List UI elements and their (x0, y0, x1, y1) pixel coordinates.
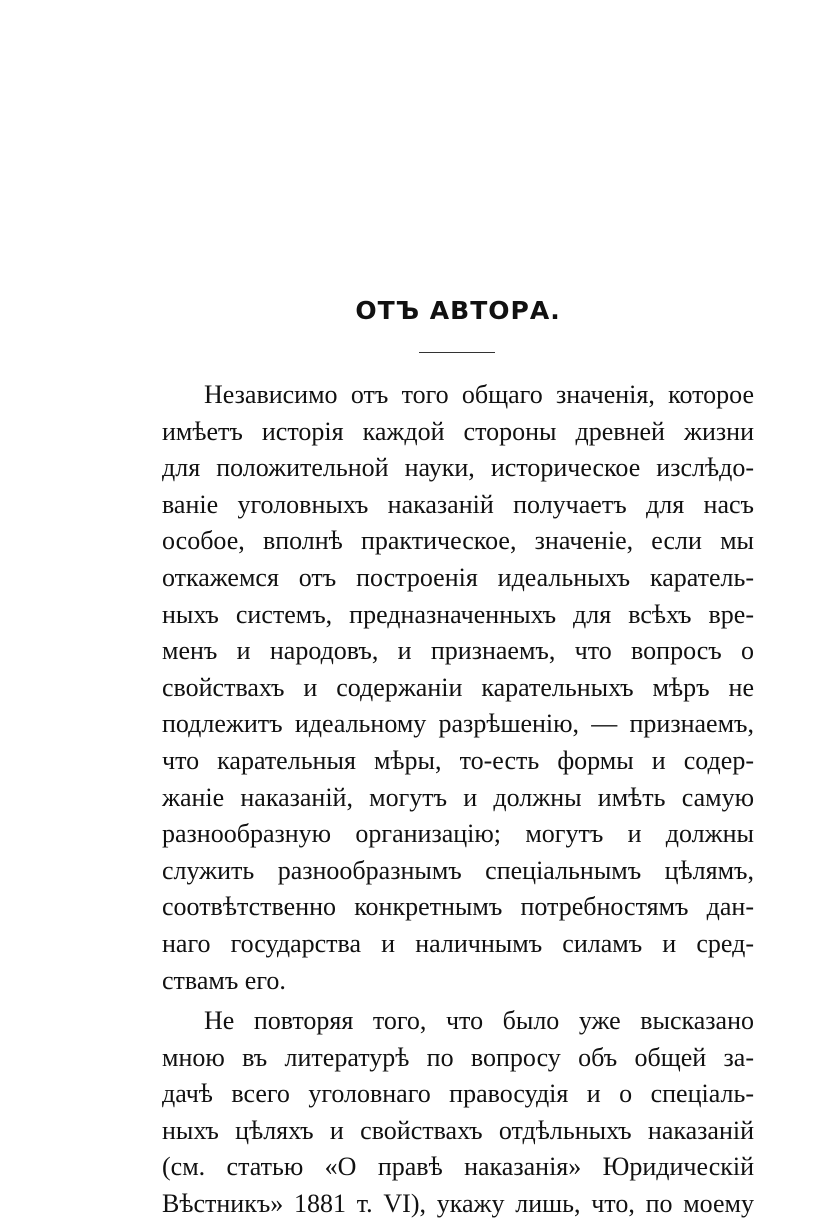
text-line: Независимо отъ того общаго значенія, которое (204, 380, 754, 409)
text-line: Вѣстникъ» 1881 т. VI), укажу лишь, что, по моему (162, 1189, 754, 1219)
text-line: (см. статью «О правѣ наказанія» Юридическій (162, 1152, 754, 1182)
body-text (162, 377, 754, 1223)
text-line: наго государства и наличнымъ силамъ и сред- (162, 928, 754, 958)
text-line: ствамъ его. (162, 965, 286, 995)
text-line: менъ и народовъ, и признаемъ, что вопросъ о (162, 636, 754, 666)
text-line: ныхъ цѣляхъ и свойствахъ отдѣльныхъ наказаній (162, 1115, 754, 1145)
text-line: служить разнообразнымъ спеціальнымъ цѣлямъ, (162, 855, 754, 885)
text-line: ныхъ системъ, предназначенныхъ для всѣхъ вре- (162, 599, 754, 629)
text-line: мною въ литературѣ по вопросу объ общей за- (162, 1042, 754, 1072)
text-line: что карательныя мѣры, то-есть формы и содер- (162, 745, 754, 775)
text-line: имѣетъ исторія каждой стороны древней жизни (162, 416, 754, 446)
text-line: особое, вполнѣ практическое, значеніе, если мы (162, 526, 754, 556)
text-line: для положительной науки, историческое изслѣдо- (162, 453, 754, 483)
paragraph-2 (162, 1003, 754, 1223)
text-line: Не повторяя того, что было уже высказано (204, 1006, 754, 1036)
text-line: соотвѣтственно конкретнымъ потребностямъ дан- (162, 892, 754, 922)
text-line: дачѣ всего уголовнаго правосудія и о спеціаль- (162, 1079, 754, 1109)
page-title: ОТЪ АВТОРА. (355, 296, 561, 325)
title-divider (419, 352, 495, 353)
paragraph-1 (162, 377, 754, 999)
text-line: подлежитъ идеальному разрѣшенію, — признаемъ, (162, 709, 754, 739)
text-line: разнообразную организацію; могутъ и должны (162, 819, 754, 849)
text-line: жаніе наказаній, могутъ и должны имѣть самую (162, 782, 754, 812)
text-line: откажемся отъ построенія идеальныхъ каратель- (162, 562, 754, 592)
text-line: свойствахъ и содержаніи карательныхъ мѣръ не (162, 672, 754, 702)
text-line: ваніе уголовныхъ наказаній получаетъ для насъ (162, 489, 754, 519)
